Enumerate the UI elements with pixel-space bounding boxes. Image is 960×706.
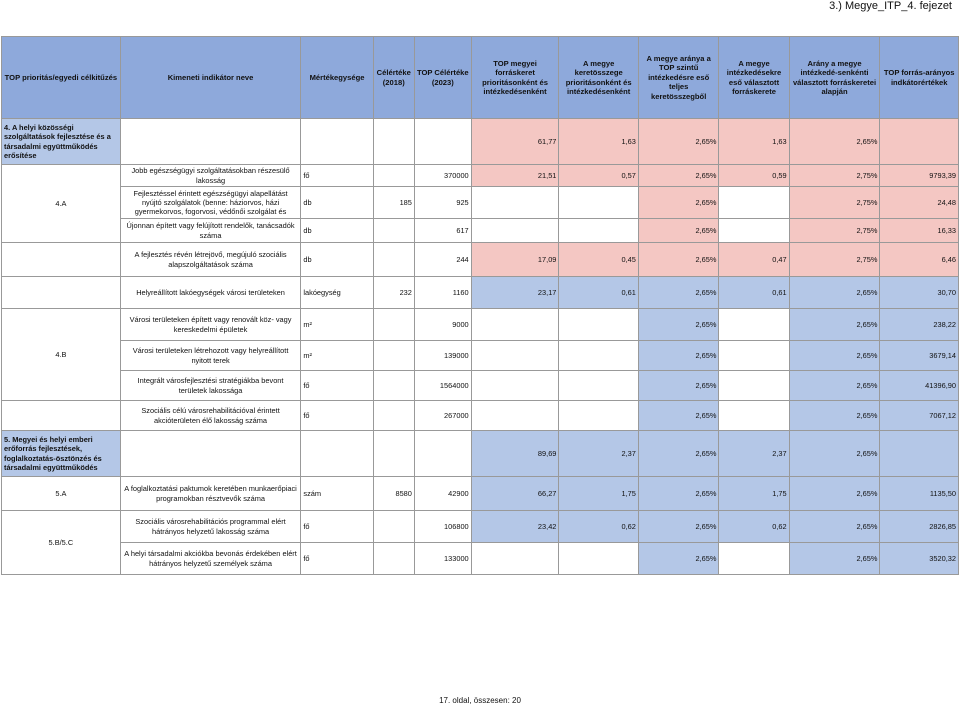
unit-cell: db [301, 219, 373, 243]
cell: 8580 [373, 477, 414, 511]
col-header: Mértékegysége [301, 37, 373, 119]
unit-cell: szám [301, 477, 373, 511]
col-header: TOP prioritás/egyedi célkitűzés [2, 37, 121, 119]
cell: 41396,90 [880, 371, 959, 401]
cell [471, 309, 559, 341]
cell: 61,77 [471, 119, 559, 165]
cell: 89,69 [471, 431, 559, 477]
cell: 133000 [414, 543, 471, 575]
cell: 0,62 [559, 511, 638, 543]
cell: 2,65% [638, 243, 719, 277]
cell [559, 187, 638, 219]
cell: 2,65% [638, 219, 719, 243]
indicator-name: Szociális célú városrehabilitációval érintett akcióterületen élő lakosság száma [120, 401, 301, 431]
indicator-name: Helyreállított lakóegységek városi területeken [120, 277, 301, 309]
cell: 3679,14 [880, 341, 959, 371]
cell [471, 341, 559, 371]
cell: 1,63 [719, 119, 789, 165]
cell: 2,65% [789, 341, 880, 371]
unit-cell: fő [301, 511, 373, 543]
cell [719, 187, 789, 219]
cell: 0,61 [719, 277, 789, 309]
cell [120, 119, 301, 165]
cell: 2,65% [638, 119, 719, 165]
unit-cell: m² [301, 341, 373, 371]
cell: 1564000 [414, 371, 471, 401]
table-row [2, 119, 959, 165]
page-title: 3.) Megye_ITP_4. fejezet [829, 0, 952, 12]
cell [719, 401, 789, 431]
table-row [2, 511, 959, 543]
cell [559, 371, 638, 401]
col-header: A megye intézkedésekre eső választott forráskerete [719, 37, 789, 119]
cell: 267000 [414, 401, 471, 431]
cell [559, 401, 638, 431]
cell [373, 431, 414, 477]
code-cell [2, 277, 121, 309]
col-header: Célértéke (2018) [373, 37, 414, 119]
cell: 232 [373, 277, 414, 309]
table-row [2, 243, 959, 277]
cell: 2,75% [789, 243, 880, 277]
cell [471, 401, 559, 431]
cell: 21,51 [471, 165, 559, 187]
cell [471, 371, 559, 401]
cell [373, 401, 414, 431]
cell [414, 431, 471, 477]
table-row [2, 477, 959, 511]
indicator-name: Városi területeken épített vagy renovált köz- vagy kereskedelmi épületek [120, 309, 301, 341]
cell [719, 543, 789, 575]
cell: 17,09 [471, 243, 559, 277]
cell: 66,27 [471, 477, 559, 511]
table-row [2, 309, 959, 341]
cell: 1135,50 [880, 477, 959, 511]
cell [880, 431, 959, 477]
cell: 24,48 [880, 187, 959, 219]
cell [120, 431, 301, 477]
col-header: Arány a megye intézkedé-senkénti választott forráskeretei alapján [789, 37, 880, 119]
table-row [2, 543, 959, 575]
priority-cell: 5. Megyei és helyi emberi erőforrás fejlesztések, foglalkoztatás-ösztönzés és társadalmi együttműködés [2, 431, 121, 477]
cell: 2,65% [638, 431, 719, 477]
cell: 2,65% [638, 341, 719, 371]
indicator-name: A helyi társadalmi akciókba bevonás érdekében elért hátrányos helyzetű személyek száma [120, 543, 301, 575]
code-cell [2, 243, 121, 277]
cell: 2,75% [789, 219, 880, 243]
header-row [2, 37, 959, 119]
cell: 2,65% [638, 543, 719, 575]
cell: 2,65% [789, 477, 880, 511]
unit-cell: fő [301, 401, 373, 431]
col-header: A megye keretösszege prioritásonként és intézkedésenként [559, 37, 638, 119]
cell: 2,75% [789, 187, 880, 219]
cell: 0,62 [719, 511, 789, 543]
cell: 238,22 [880, 309, 959, 341]
cell [719, 371, 789, 401]
cell [373, 309, 414, 341]
unit-cell: fő [301, 543, 373, 575]
cell: 2,65% [789, 371, 880, 401]
cell: 9793,39 [880, 165, 959, 187]
cell [880, 119, 959, 165]
cell: 2,65% [638, 371, 719, 401]
cell: 2,65% [638, 277, 719, 309]
indicator-name: Jobb egészségügyi szolgáltatásokban részesülő lakosság [120, 165, 301, 187]
code-cell: 4.B [2, 309, 121, 401]
cell: 2,65% [638, 477, 719, 511]
cell [559, 341, 638, 371]
page-footer: 17. oldal, összesen: 20 [439, 696, 521, 705]
cell: 2,65% [638, 309, 719, 341]
code-cell [2, 401, 121, 431]
unit-cell: fő [301, 371, 373, 401]
cell: 925 [414, 187, 471, 219]
unit-cell: lakóegység [301, 277, 373, 309]
cell: 2,75% [789, 165, 880, 187]
cell: 139000 [414, 341, 471, 371]
table-row [2, 165, 959, 187]
cell: 1,75 [559, 477, 638, 511]
indicator-name: A fejlesztés révén létrejövő, megújuló szociális alapszolgáltatások száma [120, 243, 301, 277]
indicator-name: Szociális városrehabilitációs programmal elért hátrányos helyzetű lakosság száma [120, 511, 301, 543]
cell: 7067,12 [880, 401, 959, 431]
indicator-name: Fejlesztéssel érintett egészségügyi alapellátást nyújtó szolgálatok (benne: háziorvos, házi gyermekorvos, fogorvosi, védőnői szolgálat és [120, 187, 301, 219]
cell: 2,65% [789, 511, 880, 543]
cell: 30,70 [880, 277, 959, 309]
cell [373, 165, 414, 187]
cell: 2,65% [789, 119, 880, 165]
table-row [2, 371, 959, 401]
cell: 2,65% [638, 401, 719, 431]
cell [559, 543, 638, 575]
cell [471, 219, 559, 243]
cell: 2,37 [719, 431, 789, 477]
unit-cell: fő [301, 165, 373, 187]
cell: 23,17 [471, 277, 559, 309]
cell: 2,65% [638, 511, 719, 543]
col-header: Kimeneti indikátor neve [120, 37, 301, 119]
cell: 0,57 [559, 165, 638, 187]
unit-cell: db [301, 243, 373, 277]
cell: 370000 [414, 165, 471, 187]
col-header: TOP forrás-arányos indkátorértékek [880, 37, 959, 119]
cell [373, 219, 414, 243]
col-header: TOP Célértéke (2023) [414, 37, 471, 119]
cell [373, 511, 414, 543]
cell [373, 371, 414, 401]
code-cell: 4.A [2, 165, 121, 243]
cell [719, 309, 789, 341]
cell [373, 243, 414, 277]
table-row [2, 277, 959, 309]
cell: 106800 [414, 511, 471, 543]
indicator-name: Integrált városfejlesztési stratégiákba bevont területek lakossága [120, 371, 301, 401]
cell: 2,65% [789, 277, 880, 309]
indicator-name: Városi területeken létrehozott vagy helyreállított nyitott terek [120, 341, 301, 371]
cell: 2,65% [789, 543, 880, 575]
priority-cell: 4. A helyi közösségi szolgáltatások fejlesztése és a társadalmi együttműködés erősítése [2, 119, 121, 165]
cell: 1,75 [719, 477, 789, 511]
cell: 9000 [414, 309, 471, 341]
cell: 1,63 [559, 119, 638, 165]
cell [719, 341, 789, 371]
cell: 0,47 [719, 243, 789, 277]
cell [301, 119, 373, 165]
table-row [2, 341, 959, 371]
cell [373, 341, 414, 371]
unit-cell: db [301, 187, 373, 219]
cell: 2826,85 [880, 511, 959, 543]
cell [373, 119, 414, 165]
cell: 2,65% [789, 309, 880, 341]
table-row [2, 401, 959, 431]
unit-cell: m² [301, 309, 373, 341]
cell: 1160 [414, 277, 471, 309]
cell: 0,59 [719, 165, 789, 187]
table-row [2, 431, 959, 477]
cell: 23,42 [471, 511, 559, 543]
cell: 185 [373, 187, 414, 219]
indicator-name: A foglalkoztatási paktumok keretében munkaerőpiaci programokban résztvevők száma [120, 477, 301, 511]
cell [559, 309, 638, 341]
table-row [2, 187, 959, 219]
cell: 3520,32 [880, 543, 959, 575]
code-cell: 5.B/5.C [2, 511, 121, 575]
cell: 2,65% [789, 431, 880, 477]
cell: 617 [414, 219, 471, 243]
col-header: TOP megyei forráskeret prioritásonként és intézkedésenként [471, 37, 559, 119]
cell: 0,45 [559, 243, 638, 277]
cell [471, 187, 559, 219]
cell: 0,61 [559, 277, 638, 309]
cell: 16,33 [880, 219, 959, 243]
table-row [2, 219, 959, 243]
cell: 244 [414, 243, 471, 277]
code-cell: 5.A [2, 477, 121, 511]
cell: 2,65% [638, 187, 719, 219]
indicator-table [1, 36, 959, 575]
cell [373, 543, 414, 575]
cell: 2,37 [559, 431, 638, 477]
cell: 42900 [414, 477, 471, 511]
cell [414, 119, 471, 165]
indicator-name: Újonnan épített vagy felújított rendelők, tanácsadók száma [120, 219, 301, 243]
cell: 2,65% [789, 401, 880, 431]
cell: 6,46 [880, 243, 959, 277]
cell [301, 431, 373, 477]
cell [559, 219, 638, 243]
cell [471, 543, 559, 575]
col-header: A megye aránya a TOP szintű intézkedésre eső teljes keretösszegből [638, 37, 719, 119]
cell [719, 219, 789, 243]
cell: 2,65% [638, 165, 719, 187]
